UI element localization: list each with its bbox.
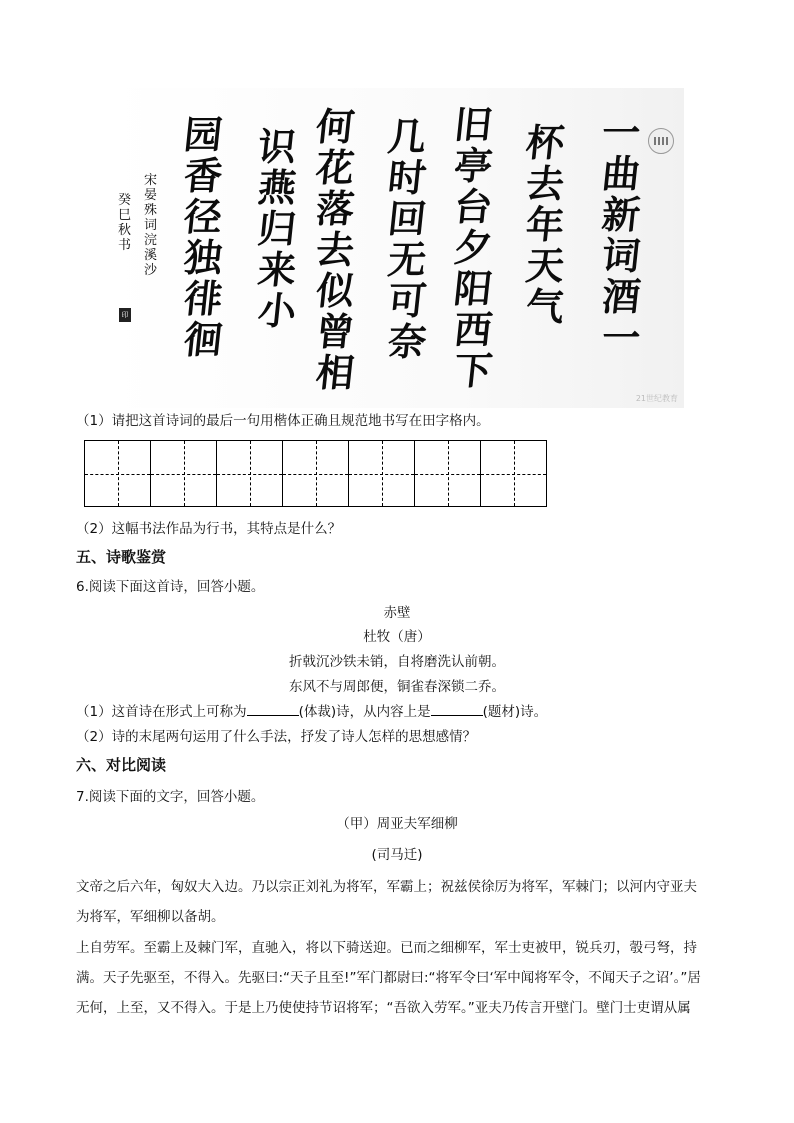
calligraphy-char: 天 — [523, 243, 567, 288]
inscription-column-1 — [144, 174, 157, 279]
calligraphy-char: 可 — [385, 278, 429, 323]
inscription-char: 沙 — [144, 263, 158, 278]
calligraphy-column-1 — [599, 110, 643, 360]
tianzige-cell[interactable] — [85, 440, 151, 507]
calligraphy-image — [108, 88, 684, 408]
calligraphy-char: 时 — [385, 155, 429, 200]
calligraphy-char: 徘 — [181, 276, 225, 321]
calligraphy-char: 香 — [181, 153, 225, 198]
question-6-prompt: 6.阅读下面这首诗，回答小题。 — [76, 579, 265, 595]
passage-title: （甲）周亚夫军细柳 — [336, 816, 458, 832]
calligraphy-char: 识 — [255, 124, 299, 169]
calligraphy-char: 径 — [181, 194, 225, 239]
inscription-char: 巳 — [118, 208, 132, 223]
tianzige-cell[interactable] — [217, 440, 283, 507]
round-seal-icon — [648, 128, 674, 154]
calligraphy-char: 亭 — [451, 143, 495, 188]
poem-line-1: 折戟沉沙铁未销，自将磨洗认前朝。 — [289, 654, 505, 670]
calligraphy-char: 酒 — [599, 274, 643, 319]
answer-blank-genre[interactable] — [247, 703, 299, 716]
question-2-text: （2）这幅书法作品为行书，其特点是什么？ — [76, 521, 342, 537]
passage-author: (司马迁) — [371, 847, 423, 863]
calligraphy-column-4 — [385, 114, 429, 364]
calligraphy-char: 曲 — [599, 151, 643, 196]
tianzige-cell[interactable] — [415, 440, 481, 507]
calligraphy-char: 去 — [523, 161, 567, 206]
calligraphy-char: 阳 — [451, 266, 495, 311]
passage-p2-line-1: 上自劳军。至霸上及棘门军，直驰入，将以下骑送迎。已而之细柳军，军士吏被甲，锐兵刃，彀弓弩，持 — [76, 940, 697, 956]
passage-p1-line-2: 为将军，军细柳以备胡。 — [76, 909, 225, 925]
calligraphy-char: 夕 — [451, 225, 495, 270]
calligraphy-char: 归 — [255, 206, 299, 251]
calligraphy-char: 落 — [313, 186, 357, 231]
calligraphy-column-5 — [313, 104, 357, 395]
inscription-char: 秋 — [118, 223, 132, 238]
watermark: 21世纪教育 — [635, 394, 678, 403]
poem-line-2: 东风不与周郎便，铜雀春深锁二乔。 — [289, 679, 505, 695]
calligraphy-char: 无 — [385, 237, 429, 282]
calligraphy-char: 几 — [385, 114, 429, 159]
poem-title: 赤壁 — [383, 605, 411, 621]
calligraphy-char: 燕 — [255, 165, 299, 210]
calligraphy-char: 台 — [451, 184, 495, 229]
section-6-heading: 六、对比阅读 — [76, 756, 167, 774]
calligraphy-char: 小 — [255, 288, 299, 333]
calligraphy-char: 旧 — [451, 102, 495, 147]
inscription-char: 溪 — [144, 248, 158, 263]
q6-1-part-b: (体裁)诗，从内容上是 — [298, 704, 431, 720]
calligraphy-char: 去 — [313, 227, 357, 272]
calligraphy-char: 词 — [599, 233, 643, 278]
q6-1-part-a: （1）这首诗在形式上可称为 — [76, 704, 247, 720]
calligraphy-char: 花 — [313, 145, 357, 190]
calligraphy-column-2 — [523, 120, 567, 329]
inscription-char: 殊 — [144, 203, 158, 218]
question-6-1 — [76, 703, 547, 721]
calligraphy-column-3 — [451, 102, 495, 393]
tianzige-cell[interactable] — [349, 440, 415, 507]
inscription-char: 词 — [144, 218, 158, 233]
calligraphy-char: 何 — [313, 104, 357, 149]
section-5-heading: 五、诗歌鉴赏 — [76, 548, 167, 566]
calligraphy-char: 新 — [599, 192, 643, 237]
calligraphy-char: 杯 — [523, 120, 567, 165]
tianzige-cell[interactable] — [481, 440, 547, 507]
passage-p2-line-3: 无何，上至，又不得入。于是上乃使使持节诏将军；“吾欲入劳军。”亚夫乃传言开壁门。壁门士吏谓从属 — [76, 1000, 691, 1016]
calligraphy-char: 奈 — [385, 319, 429, 364]
calligraphy-column-7 — [181, 112, 225, 362]
tianzige-grid[interactable] — [84, 440, 547, 507]
calligraphy-char: 似 — [313, 268, 357, 313]
inscription-char: 书 — [118, 238, 132, 253]
calligraphy-char: 一 — [599, 110, 643, 155]
calligraphy-char: 西 — [451, 307, 495, 352]
calligraphy-char: 来 — [255, 247, 299, 292]
inscription-char: 浣 — [144, 233, 158, 248]
calligraphy-char: 一 — [599, 315, 643, 360]
calligraphy-char: 回 — [385, 196, 429, 241]
seal-stamp: 印 — [119, 308, 131, 322]
calligraphy-char: 年 — [523, 202, 567, 247]
passage-p1-line-1: 文帝之后六年，匈奴大入边。乃以宗正刘礼为将军，军霸上；祝兹侯徐厉为将军，军棘门；以河内守亚夫 — [76, 879, 697, 895]
question-7-prompt: 7.阅读下面的文字，回答小题。 — [76, 789, 265, 805]
question-1-text: （1）请把这首诗词的最后一句用楷体正确且规范地书写在田字格内。 — [76, 413, 490, 429]
calligraphy-char: 曾 — [313, 309, 357, 354]
calligraphy-char: 下 — [451, 348, 495, 393]
question-6-2: （2）诗的末尾两句运用了什么手法，抒发了诗人怎样的思想感情？ — [76, 729, 477, 745]
passage-p2-line-2: 满。天子先驱至，不得入。先驱曰:“天子且至!”军门都尉曰:“将军令曰‘军中闻将军令，不闻天子之诏’。”居 — [76, 970, 701, 986]
inscription-char: 宋 — [144, 173, 158, 188]
calligraphy-column-6 — [255, 124, 299, 333]
tianzige-cell[interactable] — [151, 440, 217, 507]
calligraphy-char: 气 — [523, 284, 567, 329]
inscription-char: 晏 — [144, 188, 158, 203]
calligraphy-char: 相 — [313, 350, 357, 395]
tianzige-cell[interactable] — [283, 440, 349, 507]
inscription-column-2 — [118, 194, 131, 254]
calligraphy-char: 园 — [181, 112, 225, 157]
calligraphy-char: 独 — [181, 235, 225, 280]
poem-author: 杜牧（唐） — [363, 629, 431, 645]
calligraphy-char: 徊 — [181, 317, 225, 362]
q6-1-part-c: (题材)诗。 — [482, 704, 548, 720]
answer-blank-subject[interactable] — [431, 703, 483, 716]
inscription-char: 癸 — [118, 193, 132, 208]
